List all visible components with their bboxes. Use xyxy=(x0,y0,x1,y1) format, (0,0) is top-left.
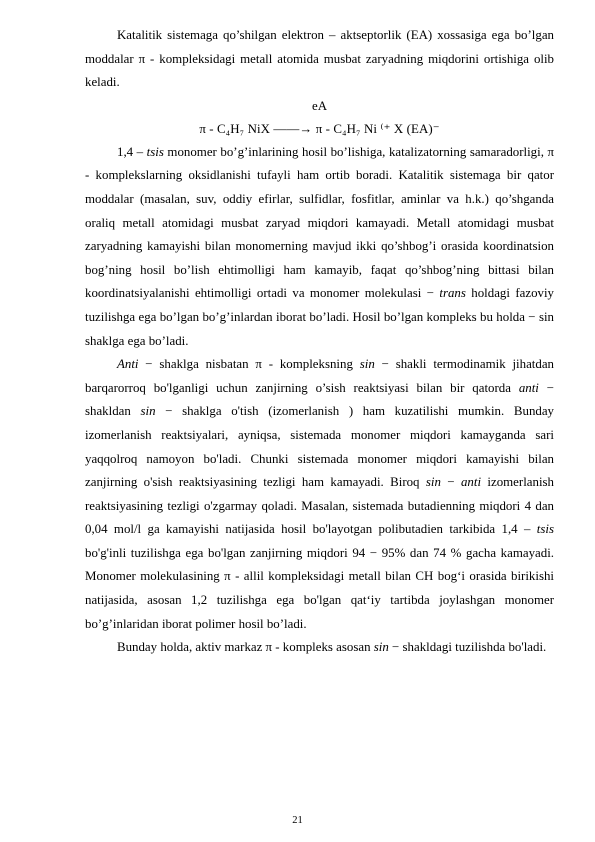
italic-term: sin xyxy=(425,475,441,490)
italic-term: sin xyxy=(359,357,375,372)
text-run: monomer bo’g’inlarining hosil bo’lishiga, katalizatorning samaradorligi, π - komplekslarning oksidlanishi tufayli ham ortib boradi. Katalitik sistemaga bir qator moddalar (masalan, suv, oddiy efirlar, sulfidlar, fosfitlar, aminlar va h.k.) qo’shganda oraliq metall atomidagi musbat zaryad miqdori kamayadi. Metall atomidagi musbat zaryadning kamayishi bilan monomerning mavjud ikki qo’shbog’i orasida koordinatsion bog’ning hosil bo’lish ehtimolligi ham kamayib, faqat qo’shbog’ning bittasi bilan koordinatsiyalanishi ehtimolligi ortadi va monomer molekulasi − xyxy=(85,144,554,301)
text-run: bo'g'inli tuzilishga ega bo'lgan zanjirning miqdori 94 − 95% dan 74 % gacha kamayadi. Monomer molekulasining π - allil kompleksidagi metall bilan CH bog‘i orasida birikishi natijasida, asosan 1,2 tuzilishga ega bo'lgan qat‘iy tartibda joylashgan monomer bo’g’inlaridan iborat polimer hosil bo’ladi. xyxy=(85,545,554,631)
text-run: − shakli termodinamik jihatdan barqarorroq bo'lganligi uchun zanjirning o’sish reaktsiyasi bilan bir qatorda xyxy=(85,357,554,395)
paragraph-anti-sin xyxy=(85,353,554,636)
document-page xyxy=(85,24,554,660)
text-run: − xyxy=(440,475,461,490)
paragraph-intro: Katalitik sistemaga qo’shilgan elektron – aktseptorlik (EA) xossasiga ega bo’lgan moddalar π - kompleksidagi metall atomida musbat zaryadning miqdorini ortishiga olib keladi. xyxy=(85,28,554,90)
paragraph-active-center xyxy=(85,636,554,660)
text-run: − shakldagi tuzilishda bo'ladi. xyxy=(388,640,547,655)
italic-term: tsis xyxy=(536,522,554,537)
italic-term: trans xyxy=(439,286,466,301)
italic-term: anti xyxy=(460,475,482,490)
text-run: − shaklga o'tish (izomerlanish ) ham kuzatilishi mumkin. Bunday izomerlanish reaktsiyalari, ayniqsa, sistemada monomer miqdori kamayganda sari yaqqolroq namoyon bo'ladi. Chunki sistemada monomer miqdori kamayishi bilan zanjirning o'sish reaktsiyasining tezligi ham kamayadi. Biroq xyxy=(85,404,554,490)
italic-term: Anti xyxy=(117,357,139,372)
text-run: Bunday holda, aktiv markaz π - kompleks asosan xyxy=(117,640,374,655)
equation-label: eA xyxy=(311,98,328,113)
italic-term: sin xyxy=(140,404,156,419)
text-run: 1,4 – xyxy=(117,144,147,159)
italic-term: tsis xyxy=(146,144,164,159)
reaction-equation: π - C₄H₇ NiX ——→ π - C₄H₇ Ni ⁽⁺ X (EA)⁻ xyxy=(199,121,440,136)
page-number: 21 xyxy=(292,815,303,826)
text-run: holdagi fazoviy tuzilishga ega bo’lgan bo’g’inlardan iborat bo’ladi. Hosil bo’lgan kompleks bu holda − sin shaklga ega bo’ladi. xyxy=(85,286,555,348)
italic-term: anti xyxy=(518,380,539,395)
text-run: − shakldan xyxy=(85,380,554,419)
paragraph-tsis xyxy=(85,141,554,353)
text-run: − shaklga nisbatan π - kompleksning xyxy=(138,357,360,372)
italic-term: sin xyxy=(373,640,389,655)
text-run: izomerlanish reaktsiyasining tezligi o'zgarmay qoladi. Masalan, sistemada butadienning miqdori 4 dan 0,04 mol/l ga kamayishi natijasida hosil bo'layotgan polibutadien tarkibida 1,4 – xyxy=(85,475,554,537)
